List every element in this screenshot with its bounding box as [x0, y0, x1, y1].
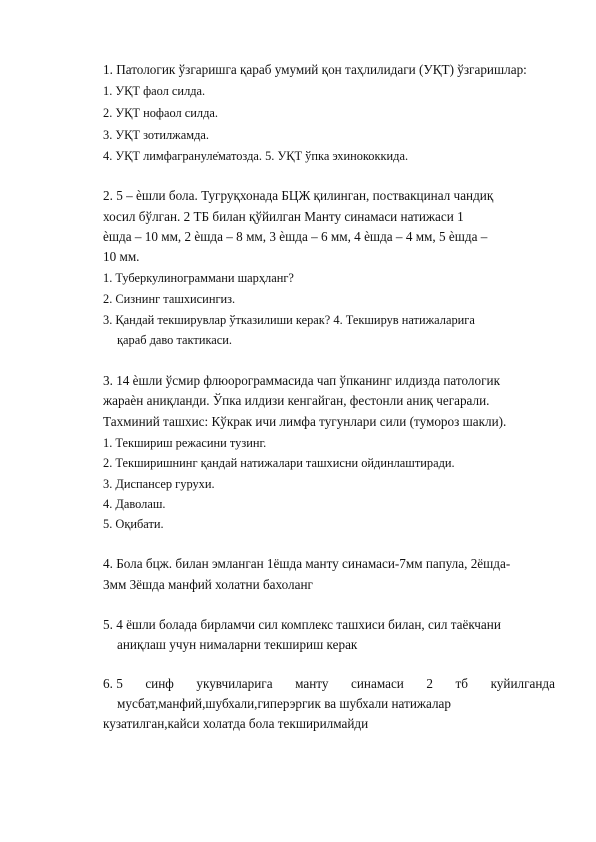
q6-word: манту: [295, 676, 329, 691]
q3-item-1: 1. Текшириш режасини тузинг.: [103, 436, 267, 450]
q6-line-2: мусбат,манфий,шубхали,гиперэргик ва шубхали натижалар: [117, 696, 451, 711]
q6-line-1: [103, 676, 555, 692]
q6-word: 2: [426, 676, 433, 691]
q3-item-5: 5. Оқибати.: [103, 517, 164, 531]
q3-line-1: 3. 14 ѐшли ўсмир флюорограммасида чап ўпканинг илдизда патологик: [103, 373, 500, 388]
q4-line-2: 3мм 3ёшда манфий холатни бахоланг: [103, 577, 313, 592]
q2-line-1: 2. 5 – ѐшли бола. Тугруқхонада БЦЖ қилинган, поствакцинал чандиқ: [103, 188, 494, 203]
q6-word: 6. 5: [103, 676, 123, 691]
q4-line-1: 4. Бола бцж. билан эмланган 1ёшда манту синамаси-7мм папула, 2ёшда-: [103, 556, 511, 571]
q6-word: тб: [455, 676, 469, 691]
q2-item-3: 3. Қандай текширувлар ўтказилиши керак? 4. Текширув натижаларига: [103, 313, 475, 327]
q6-word: укувчиларига: [196, 676, 273, 691]
q3-line-2: жараѐн аниқланди. Ўпка илдизи кенгайган, фестонли аниқ чегарали.: [103, 393, 490, 408]
q1-item-1: 1. УҚТ фаол силда.: [103, 84, 206, 98]
q5-line-2: аниқлаш учун нималарни текшириш керак: [117, 637, 358, 652]
q2-item-3-cont: қараб даво тактикаси.: [117, 333, 233, 347]
q3-item-4: 4. Даволаш.: [103, 497, 166, 511]
q2-line-2: хосил бўлган. 2 ТБ билан қўйилган Манту синамаси натижаси 1: [103, 209, 464, 224]
q3-item-3: 3. Диспансер гурухи.: [103, 477, 215, 491]
q2-item-2: 2. Сизнинг ташхисингиз.: [103, 292, 236, 306]
q1-item-3: 3. УҚТ зотилжамда.: [103, 128, 209, 142]
q5-line-1: 5. 4 ёшли болада бирламчи сил комплекс ташхиси билан, сил таёкчани: [103, 617, 501, 632]
q6-line-3: кузатилган,кайси холатда бола текширилмайди: [103, 716, 369, 731]
q2-line-3: ѐшда – 10 мм, 2 ѐшда – 8 мм, 3 ѐшда – 6 мм, 4 ѐшда – 4 мм, 5 ѐшда –: [103, 229, 488, 244]
q3-item-2: 2. Текширишнинг қандай натижалари ташхисни ойдинлаштиради.: [103, 456, 455, 470]
q1-item-4: 4. УҚТ лимфагрануле̇матозда. 5. УҚТ ўпка эхинококкида.: [103, 149, 409, 163]
q6-word: куйилганда: [490, 676, 555, 691]
q6-word: синф: [145, 676, 174, 691]
q2-item-1: 1. Туберкулинограммани шарҳланг?: [103, 271, 294, 285]
q1-title: 1. Патологик ўзгаришга қараб умумий қон таҳлилидаги (УҚТ) ўзгаришлар:: [103, 62, 527, 77]
q2-line-4: 10 мм.: [103, 249, 140, 264]
q1-item-2: 2. УҚТ нофаол силда.: [103, 106, 218, 120]
q3-line-3: Тахминий ташхис: Кўкрак ичи лимфа тугунлари сили (тумороз шакли).: [103, 414, 507, 429]
q6-word: синамаси: [351, 676, 404, 691]
